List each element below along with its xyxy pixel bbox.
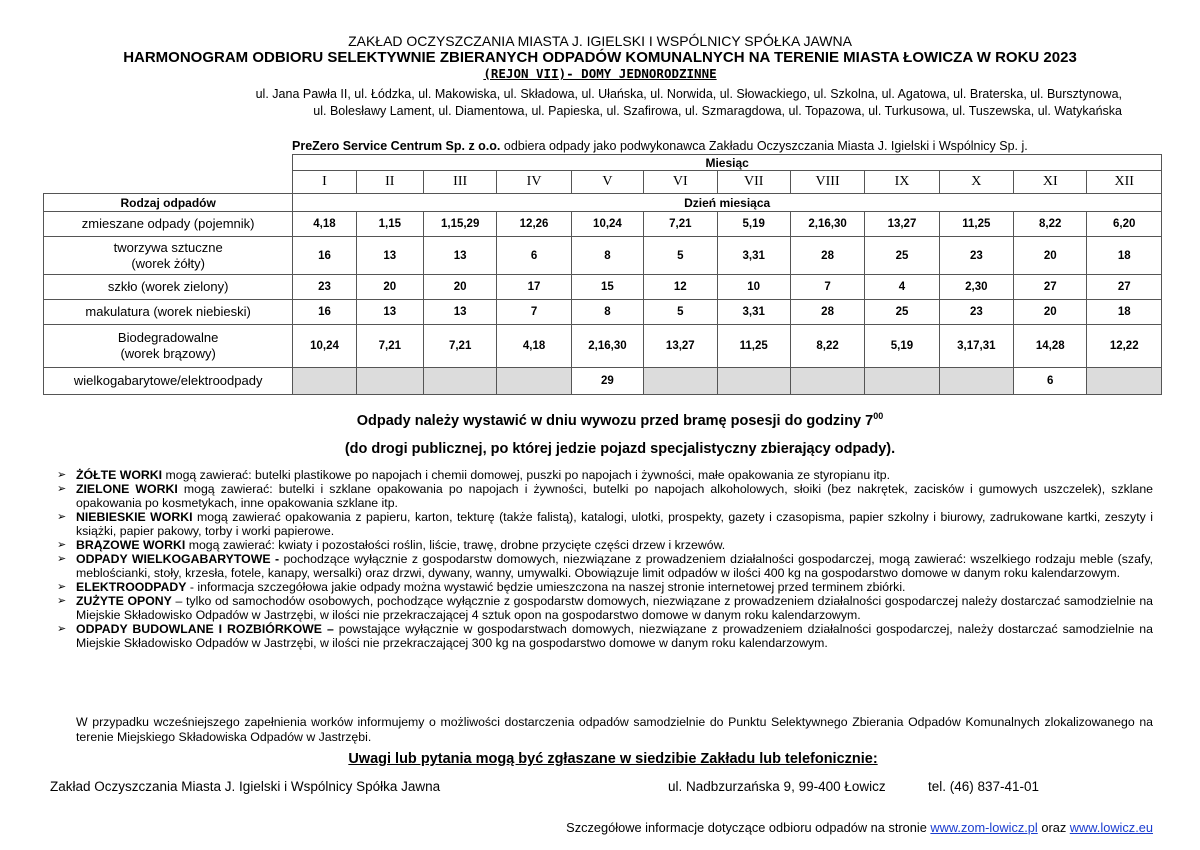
day-cell: 2,16,30 [790,212,864,237]
page-title: HARMONOGRAM ODBIORU SELEKTYWNIE ZBIERANYCH ODPADÓW KOMUNALNYCH NA TERENIE MIASTA ŁOWICZA W ROKU 2023 [123,49,1077,66]
arrow-bullet-icon: ➢ [57,539,67,551]
subcontractor-name: PreZero Service Centrum Sp. z o.o. [292,139,501,153]
arrow-bullet-icon: ➢ [57,581,67,593]
waste-type-label [44,237,293,275]
waste-type-label [44,300,293,325]
day-cell: 28 [790,300,864,325]
day-cell [717,368,790,395]
notice-text: Odpady należy wystawić w dniu wywozu przed bramę posesji do godziny 7 [356,412,874,429]
rule-text: mogą zawierać: butelki plastikowe po napojach i chemii domowej, puszki po napojach i żywności, małe opakowania ze styropianu itp. [162,468,891,482]
month-cell: II [356,171,423,194]
day-cell: 13 [356,300,423,325]
day-cell: 7 [497,300,571,325]
day-cell: 5,19 [865,325,939,368]
rule-text: – tylko od samochodów osobowych, pochodzące wyłącznie z gospodarstw domowych, niezwiązane z prowadzeniem działalności gospodarczej należy dostarczać samodzielnie na Miejskie Składowisko Odpadów w Jastrzębi, w ilości nie przekraczającej 4 sztuk opon na gospodarstwo domowe w danym roku kalendarzowym. [76,594,1153,622]
table-row [44,300,1162,325]
rule-item [57,622,1153,650]
waste-type-label [44,325,293,368]
day-cell: 27 [1014,275,1087,300]
day-cell: 23 [939,237,1013,275]
day-cell: 7,21 [644,212,717,237]
day-cell: 12,26 [497,212,571,237]
day-cell: 6 [497,237,571,275]
table-row [44,237,1162,275]
rule-item [57,538,1153,552]
rule-text: powstające wyłącznie w gospodarstwach domowych, niezwiązane z prowadzeniem działalności gospodarczej, należy dostarczać samodzielnie na Miejskie Składowisko Odpadów w Jastrzębi, w ilości nie przekraczającej 300 kg na gospodarstwo domowe w danym roku kalendarzowym. [76,622,1153,650]
day-cell: 13,27 [865,212,939,237]
rule-title: ŻÓŁTE WORKI [76,468,163,482]
rule-title: ODPADY BUDOWLANE I ROZBIÓRKOWE – [76,622,334,636]
day-cell [356,368,423,395]
day-cell: 12,22 [1087,325,1162,368]
day-cell: 2,30 [939,275,1013,300]
waste-type-label [44,212,293,237]
questions-heading: Uwagi lub pytania mogą być zgłaszane w siedzibie Zakładu lub telefonicznie: [348,751,878,767]
day-cell: 8 [571,300,643,325]
region-label: (REJON VII)- DOMY JEDNORODZINNE [483,66,717,81]
rule-title: BRĄZOWE WORKI [76,538,186,552]
month-cell: III [423,171,496,194]
waste-type-name: makulatura (worek niebieski) [85,304,251,319]
day-cell: 7,21 [423,325,496,368]
arrow-bullet-icon: ➢ [57,469,67,481]
day-cell: 16 [293,300,356,325]
day-cell: 25 [865,300,939,325]
day-cell: 13 [423,237,496,275]
day-cell: 28 [790,237,864,275]
month-cell: XII [1087,171,1162,194]
waste-type-bag: (worek brązowy) [120,346,216,361]
contact-company: Zakład Oczyszczania Miasta J. Igielski i Wspólnicy Spółka Jawna [50,779,441,794]
day-cell [1087,368,1162,395]
rule-title: ZIELONE WORKI [76,482,178,496]
link-zom-lowicz[interactable]: www.zom-lowicz.pl [930,820,1038,835]
waste-type-name: wielkogabarytowe/elektroodpady [73,373,263,388]
waste-type-label [44,275,293,300]
contact-address: ul. Nadbzurzańska 9, 99-400 Łowicz [668,779,886,794]
month-cell: VI [644,171,717,194]
rule-title: ZUŻYTE OPONY [76,594,172,608]
day-cell [293,368,356,395]
day-cell: 17 [497,275,571,300]
day-cell: 3,31 [717,237,790,275]
day-cell [790,368,864,395]
day-cell: 6 [1014,368,1087,395]
month-cell: IX [865,171,939,194]
day-cell: 20 [356,275,423,300]
month-cell: I [293,171,356,194]
subcontractor-note [292,139,1028,153]
rule-text: mogą zawierać: butelki i szklane opakowania po napojach i żywności, butelki po napojach alkoholowych, słoiki (bez nakrętek, zacisków i gumowych uszczelek), szklane opakowania po kosmetykach, inne opakowania szklane itp. [76,482,1154,510]
day-cell: 8,22 [790,325,864,368]
waste-type-bag: (worek żółty) [131,255,205,271]
day-cell [939,368,1013,395]
rule-title: ODPADY WIELKOGABARYTOWE - [76,552,280,566]
table-row [44,368,1162,395]
day-header: Dzień miesiąca [293,194,1162,212]
day-cell: 8 [571,237,643,275]
day-cell: 7,21 [356,325,423,368]
day-cell: 15 [571,275,643,300]
waste-type-header: Rodzaj odpadów [44,194,293,212]
schedule-table [43,154,1162,395]
month-cell: VIII [790,171,864,194]
rule-item [57,594,1153,622]
waste-type-label [44,368,293,395]
rule-item [57,510,1153,538]
table-row [44,275,1162,300]
day-cell [423,368,496,395]
day-cell: 8,22 [1014,212,1087,237]
day-cell: 27 [1087,275,1162,300]
waste-type-name: zmieszane odpady (pojemnik) [81,216,255,231]
info-text: Szczegółowe informacje dotyczące odbioru odpadów na stronie [566,820,931,835]
month-cell: VII [717,171,790,194]
day-cell: 20 [1014,300,1087,325]
day-cell: 13 [356,237,423,275]
notice-line-1 [0,411,1200,429]
rule-text: mogą zawierać opakowania z papieru, karton, tekturę (także falistą), katalogi, ulotki, prospekty, gazety i czasopisma, papier szkolny i biurowy, zadrukowane kartki, zeszyty i książki, papier pakowy, torby i worki papierowe. [76,510,1153,538]
table-row [44,212,1162,237]
day-cell: 5,19 [717,212,790,237]
day-cell: 18 [1087,237,1162,275]
day-cell: 3,17,31 [939,325,1013,368]
day-cell: 7 [790,275,864,300]
day-cell: 14,28 [1014,325,1087,368]
day-cell: 23 [939,300,1013,325]
day-cell: 12 [644,275,717,300]
link-lowicz[interactable]: www.lowicz.eu [1069,820,1153,835]
month-cell: X [939,171,1013,194]
day-cell: 1,15,29 [423,212,496,237]
day-cell: 10,24 [571,212,643,237]
day-cell: 11,25 [939,212,1013,237]
day-cell: 5 [644,237,717,275]
table-row [44,325,1162,368]
day-cell: 11,25 [717,325,790,368]
day-cell: 4,18 [293,212,356,237]
day-cell: 18 [1087,300,1162,325]
month-cell: V [571,171,643,194]
rule-title: NIEBIESKIE WORKI [76,510,193,524]
day-cell: 2,16,30 [571,325,643,368]
rule-text: - informacja szczegółowa jakie odpady można wystawić będzie umieszczona na naszej stronie internetowej przed terminem zbiórki. [186,580,906,594]
day-cell: 10,24 [293,325,356,368]
info-conj: oraz [1037,820,1070,835]
day-cell: 13,27 [644,325,717,368]
rule-title: ELEKTROODPADY [76,580,187,594]
month-cell: IV [497,171,571,194]
company-name: ZAKŁAD OCZYSZCZANIA MIASTA J. IGIELSKI I WSPÓLNICY SPÓŁKA JAWNA [348,33,852,49]
waste-type-name: Biodegradowalne [117,330,219,345]
day-cell: 1,15 [356,212,423,237]
info-footer [566,820,1153,835]
rule-item [57,580,1153,594]
arrow-bullet-icon: ➢ [57,595,67,607]
full-bags-note: W przypadku wcześniejszego zapełnienia worków informujemy o możliwości dostarczenia odpadów samodzielnie do Punktu Selektywnego Zbierania Odpadów Komunalnych zlokalizowanego na terenie Miejskiego Składowiska Odpadów w Jastrzębi. [76,715,1153,744]
day-cell [497,368,571,395]
streets-line-2: ul. Bolesławy Lament, ul. Diamentowa, ul. Papieska, ul. Szafirowa, ul. Szmaragdowa, ul. Topazowa, ul. Turkusowa, ul. Tuszewska, ul. Watykańska [313,104,1122,118]
day-cell: 4,18 [497,325,571,368]
rule-item [57,468,1153,482]
day-cell: 20 [423,275,496,300]
rule-text: mogą zawierać: kwiaty i pozostałości roślin, liście, trawę, drobne przycięte części drzew i krzewów. [185,538,726,552]
contact-phone: tel. (46) 837-41-01 [928,779,1040,794]
streets-line-1: ul. Jana Pawła II, ul. Łódzka, ul. Makowiska, ul. Składowa, ul. Ułańska, ul. Norwida, ul. Słowackiego, ul. Szkolna, ul. Agatowa, ul. Braterska, ul. Bursztynowa, [255,87,1122,101]
notice-line-2: (do drogi publicznej, po której jedzie pojazd specjalistyczny zbierający odpady). [344,441,896,457]
rules-list [57,468,1153,650]
day-cell: 3,31 [717,300,790,325]
arrow-bullet-icon: ➢ [57,511,67,523]
day-cell: 20 [1014,237,1087,275]
day-cell: 13 [423,300,496,325]
day-cell: 25 [865,237,939,275]
waste-type-name: tworzywa sztuczne [113,239,223,255]
day-cell: 4 [865,275,939,300]
blank-cell [44,171,293,194]
day-cell: 16 [293,237,356,275]
blank-cell [44,155,293,171]
day-cell [865,368,939,395]
day-cell: 10 [717,275,790,300]
rule-item [57,552,1153,580]
rule-item [57,482,1153,510]
day-cell: 5 [644,300,717,325]
day-cell: 23 [293,275,356,300]
arrow-bullet-icon: ➢ [57,623,67,635]
day-cell: 6,20 [1087,212,1162,237]
rule-text: pochodzące wyłącznie z gospodarstw domowych, niezwiązane z prowadzeniem działalności gospodarczej, mogą zawierać: wszelkiego rodzaju meble (szafy, meblościanki, stoły, krzesła, fotele, kanapy, wersalki) oraz drzwi, dywany, wanny, umywalki. Obowiązuje limit odpadów w ilości 400 kg na gospodarstwo domowe w danym roku kalendarzowym. [76,552,1153,580]
waste-type-name: szkło (worek zielony) [107,279,229,294]
day-cell: 29 [571,368,643,395]
arrow-bullet-icon: ➢ [57,553,67,565]
arrow-bullet-icon: ➢ [57,483,67,495]
day-cell [644,368,717,395]
subcontractor-text: odbiera odpady jako podwykonawca Zakładu Oczyszczania Miasta J. Igielski i Wspólnicy Sp. j. [500,139,1028,153]
notice-hour-sup: 00 [873,411,884,421]
month-header: Miesiąc [293,155,1162,171]
month-cell: XI [1014,171,1087,194]
